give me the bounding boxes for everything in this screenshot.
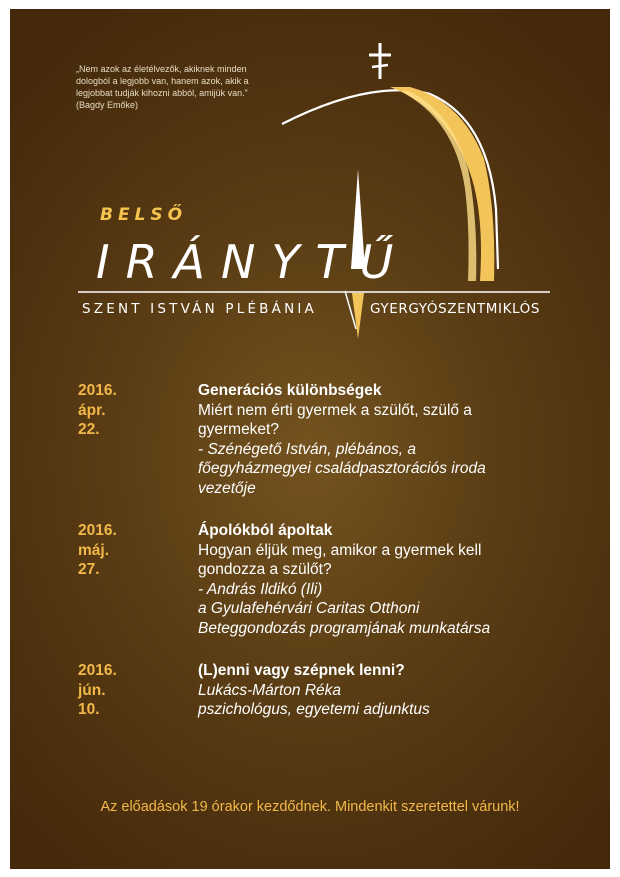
event-title: Ápolókból ápoltak: [198, 522, 333, 539]
event-date: 2016. máj. 27.: [78, 522, 117, 578]
logo-graphic: [10, 9, 610, 349]
event-speaker: Beteggondozás programjának munkatársa: [198, 619, 491, 637]
event-title: (L)enni vagy szépnek lenni?: [198, 662, 405, 679]
event-description: gondozza a szülőt?: [198, 561, 332, 578]
quote-line: legjobbat tudják kihozni abból, amijük van.”: [76, 88, 248, 98]
event-body: [198, 521, 578, 638]
quote-author: (Bagdy Emőke): [76, 100, 139, 110]
event-description: Miért nem érti gyermek a szülőt, szülő a: [198, 401, 472, 419]
event-date: 2016. ápr. 22.: [78, 382, 117, 438]
event-speaker: - Szénégető István, plébános, a: [198, 440, 417, 458]
event-speaker: - András Ildikó (Ili): [198, 580, 323, 598]
event-description: gyermeket?: [198, 421, 279, 438]
logo-title: IRÁNYTŰ: [96, 235, 410, 289]
quote-line: dologból a legjobb van, hanem azok, akik a: [76, 76, 249, 86]
quote-line: „Nem azok az életélvezők, akiknek minden: [76, 64, 247, 74]
cross-icon: [369, 43, 391, 79]
event-body: [198, 661, 578, 720]
event-speaker: vezetője: [198, 479, 256, 497]
event-speaker: főegyházmegyei családpasztorációs iroda: [198, 460, 486, 477]
logo-belso: BELSŐ: [100, 205, 188, 225]
poster: [10, 9, 610, 869]
parish-name: SZENT ISTVÁN PLÉBÁNIA: [82, 301, 317, 317]
footer-note: Az előadások 19 órakor kezdődnek. Mindenkit szeretettel várunk!: [100, 799, 520, 815]
town-name: GYERGYÓSZENTMIKLÓS: [370, 301, 541, 317]
event-speaker: a Gyulafehérvári Caritas Otthoni: [198, 600, 420, 617]
event-title: Generációs különbségek: [198, 382, 382, 399]
event-speaker: Lukács-Márton Réka: [198, 681, 342, 699]
event-speaker: pszichológus, egyetemi adjunktus: [198, 701, 430, 718]
event-date: 2016. jún. 10.: [78, 662, 117, 718]
event-body: [198, 381, 578, 498]
event-description: Hogyan éljük meg, amikor a gyermek kell: [198, 541, 482, 559]
